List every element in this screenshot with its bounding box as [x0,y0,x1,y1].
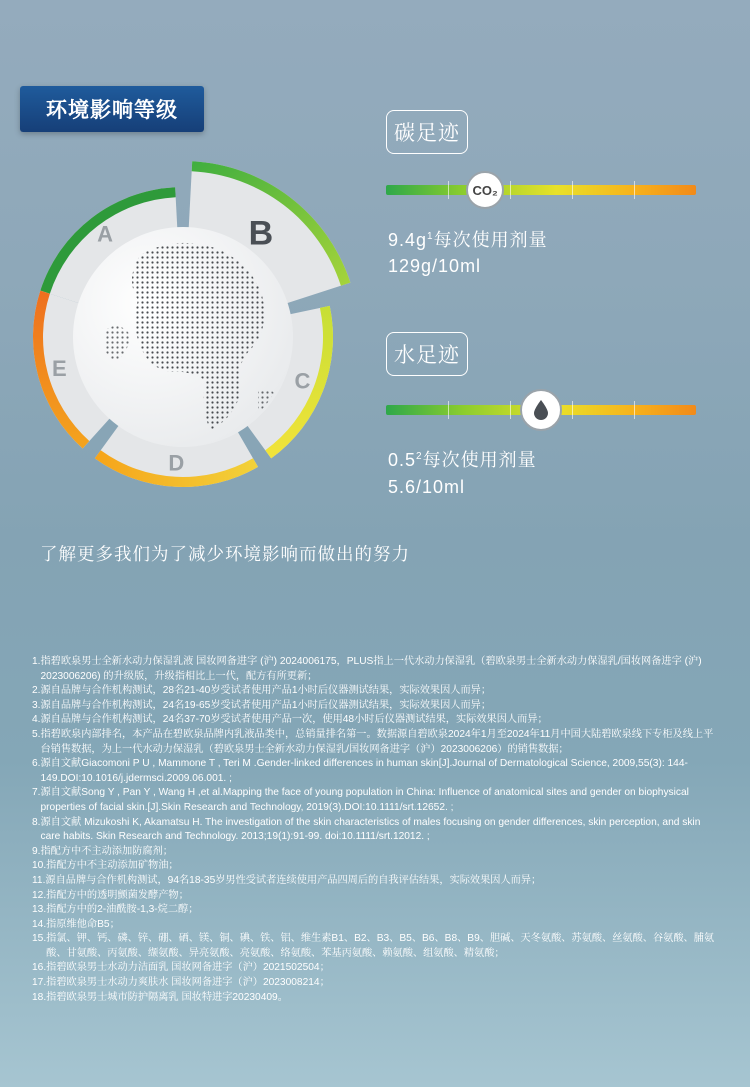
reference-text: 指碧欧泉内部排名，本产品在碧欧泉品牌内乳液品类中，总销量排名第一。数据源自碧欧泉2024年1月至2024年11月中国大陆碧欧泉线下专柜及线上平台销售数据，为上一代水动力保湿乳（碧欧泉男士全新水动力保湿乳/国妆网备进字（沪）2023006206）的销售数据； [40,728,714,755]
scale-tick [634,181,635,199]
reference-text: 指氯、钾、钙、磷、锌、硼、硒、镁、铜、碘、铁、铝、维生素B1、B2、B3、B5、B6、B8、B9、胆碱、天冬氨酸、苏氨酸、丝氨酸、谷氨酸、脯氨酸、甘氨酸、丙氨酸、缬氨酸、异亮氨酸、亮氨酸、络氨酸、苯基丙氨酸、赖氨酸、组氨酸、精氨酸； [46,933,715,959]
carbon-value-unit: 每次使用剂量 [433,230,548,250]
reference-text: 指碧欧泉男士全新水动力保湿乳液 国妆网备进字 (沪) 2024006175，PLUS指上一代水动力保湿乳（碧欧泉男士全新水动力保湿乳/国妆网备进字 (沪) 2023006206) 的升级版，升级指相比上一代，配方有所更新； [40,656,702,682]
reference-text: 指配方中不主动添加防腐剂； [40,845,173,857]
reference-text: 源自品牌与合作机构测试，24名19-65岁受试者使用产品1小时后仪器测试结果，实际效果因人而异； [40,699,492,711]
reference-number: 17. [32,977,47,989]
reference-text: 指配方中不主动添加矿物油； [46,860,179,872]
reference-text: 指配方中的透明颤菌发酵产物； [46,889,189,901]
reference-item [32,786,722,815]
reference-text: 指碧欧泉男士水动力爽肤水 国妆网备进字（沪）2023008214； [46,977,330,989]
scale-tick [510,401,511,419]
scale-tick [448,401,449,419]
reference-item [32,757,722,786]
reference-item [32,859,722,874]
rating-label-d: D [168,450,185,476]
reference-item [32,728,722,757]
reference-number: 15. [32,933,47,945]
reference-number: 1. [32,656,41,667]
reference-number: 5. [32,728,41,740]
badge-label: 环境影响等级 [46,99,178,122]
reference-text: 指配方中的2-油酰胺-1,3-烷二醇； [46,904,199,916]
reference-item [32,713,722,728]
scale-tick [634,401,635,419]
reference-number: 13. [32,904,47,916]
scale-tick [572,181,573,199]
reference-number: 14. [32,918,47,930]
reference-item [32,976,722,991]
reference-item [32,889,722,904]
reference-text: 源自品牌与合作机构测试，28名21-40岁受试者使用产品1小时后仪器测试结果，实际效果因人而异； [40,685,492,697]
scale-tick [510,181,511,199]
reference-text: 源自文献Giacomoni P U , Mammone T , Teri M .Gender-linked differences in human skin[J].Journal of Dermatological Science, 2009,55(3): 144-149.DOI:10.1016/j.jdermsci.2009.06.001. ; [40,758,688,784]
carbon-footprint-text: 碳足迹 [394,122,460,145]
reference-item [32,918,722,933]
rating-label-c: C [294,368,311,394]
water-value [388,446,537,472]
reference-item [32,961,722,976]
water-footprint-text: 水足迹 [394,344,460,367]
reference-text: 指碧欧泉男士水动力洁面乳 国妆网备进字（沪）2021502504； [46,962,330,974]
carbon-value-number: 9.4g [388,230,428,250]
rating-label-e: E [52,355,67,381]
water-value-number: 0.5 [388,450,417,470]
environmental-impact-badge [20,86,204,132]
references-list [32,655,722,1005]
reference-number: 3. [32,699,41,711]
reference-item [32,816,722,845]
reference-number: 6. [32,758,41,770]
water-footprint-label [386,332,468,376]
impact-rating-dial [0,150,360,500]
reference-item [32,932,722,961]
water-volume: 5.6/10ml [388,477,466,497]
rating-label-b: B [248,214,274,253]
co2-icon-text: CO₂ [472,182,498,198]
reference-number: 18. [32,991,47,1003]
reference-text: 指原维他命B5； [46,918,120,930]
water-footprint-scale [386,405,696,415]
reference-text: 源自品牌与合作机构测试，94名18-35岁男性受试者连续使用产品四周后的自我评估结果，实际效果因人而异； [45,874,542,886]
reference-number: 2. [32,685,41,697]
reference-item [32,655,722,684]
reference-number: 16. [32,962,47,974]
reference-item [32,991,722,1006]
reference-text: 源自文献Song Y , Pan Y , Wang H ,et al.Mapping the face of young population in China: Influence of anatomical sites and gender on biophysical properties of facial skin.[J].Skin Research and Technology, 2019(3).DOI:10.1111/srt.12652. ; [40,787,689,813]
reference-item [32,699,722,714]
carbon-value [388,226,548,252]
reference-text: 源自品牌与合作机构测试，24名37-70岁受试者使用产品一次，使用48小时后仪器测试结果，实际效果因人而异； [40,714,548,726]
reference-item [32,845,722,860]
reference-item [32,874,722,889]
reference-number: 8. [32,816,41,828]
carbon-footnote-ref: 1 [427,231,434,242]
carbon-footprint-scale [386,182,696,198]
reference-text: 指碧欧泉男士城市防护隔离乳 国妆特进字20230409。 [46,991,288,1003]
water-value-unit: 每次使用剂量 [422,450,537,470]
co2-icon [466,171,504,209]
scale-tick [572,401,573,419]
reference-number: 9. [32,845,41,857]
water-footnote-ref: 2 [416,451,423,462]
carbon-volume: 129g/10ml [388,256,482,276]
reference-number: 10. [32,860,47,872]
carbon-footprint-label [386,110,468,154]
water-drop-glyph [533,399,549,421]
rating-label-a: A [97,221,114,247]
water-drop-icon [520,389,562,431]
reference-item [32,684,722,699]
reference-number: 4. [32,714,41,726]
reference-number: 12. [32,889,47,901]
scale-tick [448,181,449,199]
reference-item [32,903,722,918]
reference-text: 源自文献 Mizukoshi K, Akamatsu H. The investigation of the skin characteristics of males focusing on gender differences, skin perception, and skin care habits. Skin Research and Technology. 2013;19(1):91-99. doi:10.1111/srt.12012. ; [40,816,701,843]
reference-number: 11. [32,874,46,886]
learn-more-text[interactable]: 了解更多我们为了减少环境影响而做出的努力 [40,544,410,564]
reference-number: 7. [32,787,41,799]
